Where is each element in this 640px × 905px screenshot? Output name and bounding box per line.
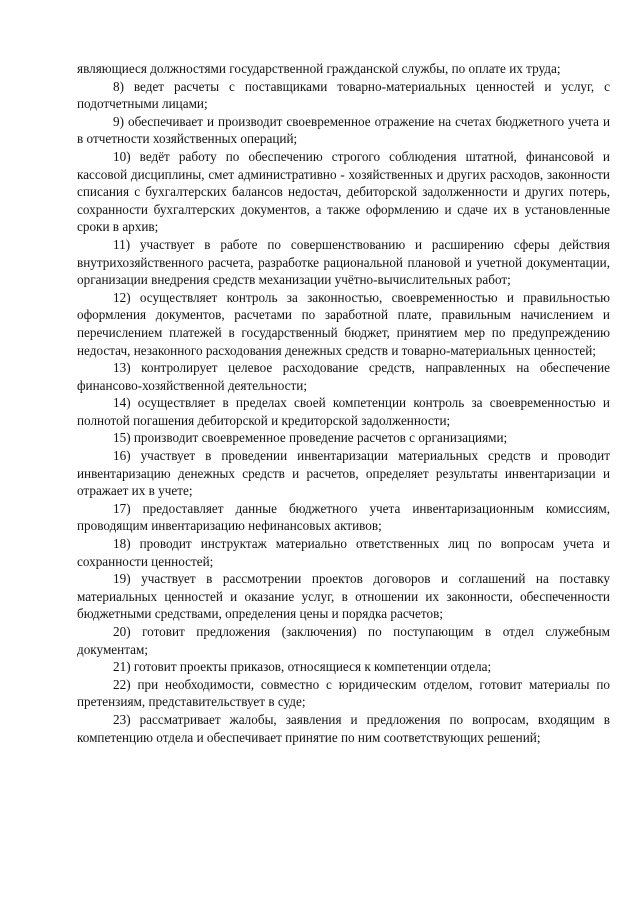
document-page — [77, 60, 610, 746]
paragraph: 8) ведет расчеты с поставщиками товарно-материальных ценностей и услуг, с подотчетными лицами; — [77, 78, 610, 112]
paragraph: 12) осуществляет контроль за законностью, своевременностью и правильностью оформления документов, расчетами по заработной плате, правильным начислением и перечислением платежей в государственный бюджет, принятием мер по предупреждению недостач, незаконного расходования денежных средств и товарно-материальных ценностей; — [77, 289, 610, 358]
paragraph: 17) предоставляет данные бюджетного учета инвентаризационным комиссиям, проводящим инвентаризацию нефинансовых активов; — [77, 500, 610, 534]
paragraph: 11) участвует в работе по совершенствованию и расширению сферы действия внутрихозяйственного расчета, разработке рациональной плановой и учетной документации, организации внедрения средств механизации учётно-вычислительных работ; — [77, 236, 610, 288]
paragraph: 18) проводит инструктаж материально ответственных лиц по вопросам учета и сохранности ценностей; — [77, 536, 610, 569]
paragraph: 13) контролирует целевое расходование средств, направленных на обеспечение финансово-хозяйственной деятельности; — [77, 360, 610, 393]
paragraph: 15) производит своевременное проведение расчетов с организациями; — [113, 430, 508, 446]
paragraph: 21) готовит проекты приказов, относящиеся к компетенции отдела; — [113, 659, 492, 675]
paragraph: 22) при необходимости, совместно с юридическим отделом, готовит материалы по претензиям, представительствует в суде; — [77, 676, 610, 710]
paragraph: 23) рассматривает жалобы, заявления и предложения по вопросам, входящим в компетенцию отдела и обеспечивает принятие по ним соответствующих решений; — [77, 711, 610, 745]
paragraph: 10) ведёт работу по обеспечению строгого соблюдения штатной, финансовой и кассовой дисциплины, смет административно - хозяйственных и других расходов, законности списания с бухгалтерских балансов недостач, дебиторской задолженности и других потерь, сохранности бухгалтерских документов, а также оформлению и сдаче их в установленные сроки в архив; — [77, 148, 610, 235]
paragraph: 14) осуществляет в пределах своей компетенции контроль за своевременностью и полнотой погашения дебиторской и кредиторской задолженности; — [77, 395, 610, 428]
paragraph: являющиеся должностями государственной гражданской службы, по оплате их труда; — [77, 61, 561, 76]
paragraph: 9) обеспечивает и производит своевременное отражение на счетах бюджетного учета и в отчетности хозяйственных операций; — [77, 113, 610, 147]
paragraph: 20) готовит предложения (заключения) по поступающим в отдел служебным документам; — [77, 624, 610, 657]
paragraph: 19) участвует в рассмотрении проектов договоров и соглашений на поставку материальных ценностей и оказание услуг, в отношении их законности, обеспеченности бюджетными средствами, определения цены и порядка расчетов; — [77, 571, 610, 622]
paragraph: 16) участвует в проведении инвентаризации материальных средств и проводит инвентаризацию денежных средств и расчетов, определяет результаты инвентаризации и отражает их в учете; — [77, 448, 610, 499]
